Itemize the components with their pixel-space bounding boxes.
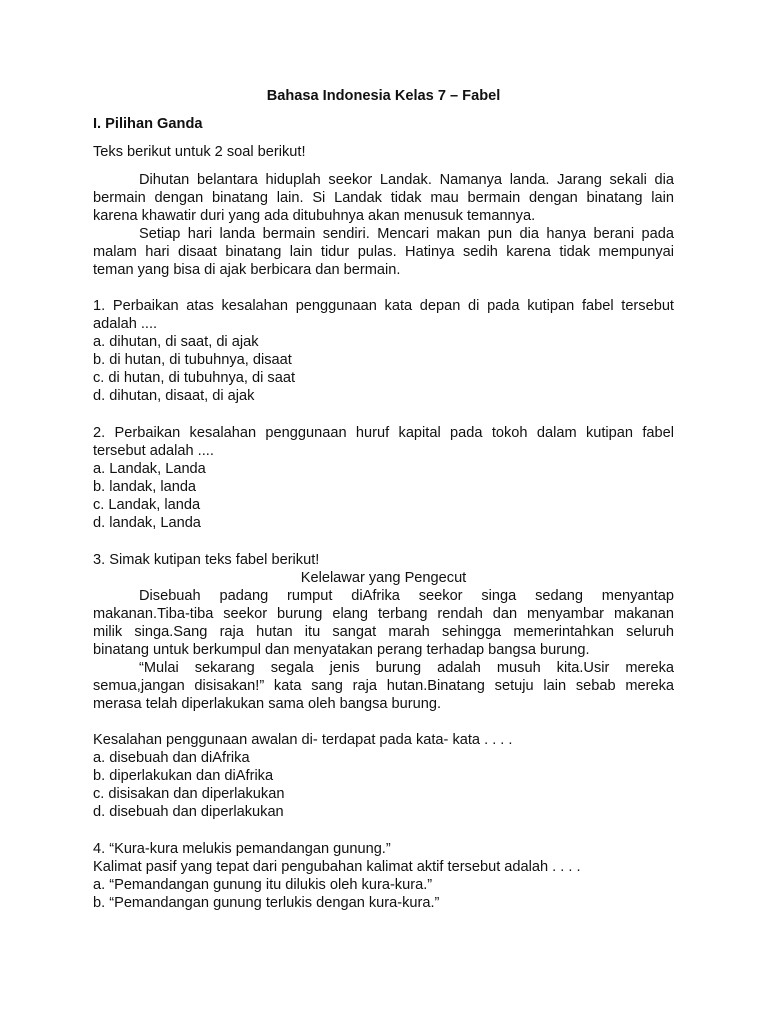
q1-option: b. di hutan, di tubuhnya, disaat — [93, 352, 292, 368]
q2-option: d. landak, Landa — [93, 515, 201, 531]
q3-story-line: Disebuah padang rumput diAfrika seekor singa sedang menyantap — [139, 588, 674, 604]
q3-option: d. disebuah dan diperlakukan — [93, 804, 284, 820]
q1-option: c. di hutan, di tubuhnya, di saat — [93, 370, 296, 386]
q3-option: c. disisakan dan diperlakukan — [93, 786, 285, 802]
q3-question: Kesalahan penggunaan awalan di- terdapat pada kata- kata . . . . — [93, 732, 513, 748]
q3-story-line: makanan.Tiba-tiba seekor burung elang terbang rendah dan menyambar makanan — [93, 606, 674, 622]
q4-quote: 4. “Kura-kura melukis pemandangan gunung.” — [93, 841, 391, 857]
passage1-line: malam hari disaat binatang lain tidur pulas. Hatinya sedih karena tidak mempunyai — [93, 244, 674, 260]
intro-text: Teks berikut untuk 2 soal berikut! — [93, 144, 306, 160]
passage1-line: teman yang bisa di ajak berbicara dan bermain. — [93, 262, 401, 278]
q2-option: b. landak, landa — [93, 479, 197, 495]
q3-story-title: Kelelawar yang Pengecut — [300, 570, 467, 586]
document-title: Bahasa Indonesia Kelas 7 – Fabel — [266, 88, 501, 104]
passage1-line: karena khawatir duri yang ada ditubuhnya akan menusuk temannya. — [93, 208, 536, 224]
q4-option: a. “Pemandangan gunung itu dilukis oleh kura-kura.” — [93, 877, 433, 893]
q4-option: b. “Pemandangan gunung terlukis dengan kura-kura.” — [93, 895, 440, 911]
q3-story-line: semua,jangan disisakan!” kata sang raja hutan.Binatang setuju lain sebab mereka — [93, 678, 674, 694]
q3-option: b. diperlakukan dan diAfrika — [93, 768, 274, 784]
q3-story-line: “Mulai sekarang segala jenis burung adalah musuh kita.Usir mereka — [139, 660, 674, 676]
passage1-line: Dihutan belantara hiduplah seekor Landak. Namanya landa. Jarang sekali dia — [139, 172, 674, 188]
q3-story-line: merasa telah diperlakukan sama oleh bangsa burung. — [93, 696, 442, 712]
q1-stem: adalah .... — [93, 316, 158, 332]
q2-option: a. Landak, Landa — [93, 461, 206, 477]
section-heading: I. Pilihan Ganda — [93, 116, 203, 132]
passage1-line: Setiap hari landa bermain sendiri. Mencari makan pun dia hanya berani pada — [139, 226, 674, 242]
q1-stem: 1. Perbaikan atas kesalahan penggunaan kata depan di pada kutipan fabel tersebut — [93, 298, 674, 314]
passage1-line: bermain dengan binatang lain. Si Landak tidak mau bermain dengan binatang lain — [93, 190, 674, 206]
q2-stem: tersebut adalah .... — [93, 443, 214, 459]
q2-option: c. Landak, landa — [93, 497, 201, 513]
q2-stem: 2. Perbaikan kesalahan penggunaan huruf kapital pada tokoh dalam kutipan fabel — [93, 425, 674, 441]
q3-story-line: binatang untuk berkumpul dan menyatakan perang terhadap bangsa burung. — [93, 642, 590, 658]
q1-option: a. dihutan, di saat, di ajak — [93, 334, 259, 350]
q3-story-line: milik singa.Sang raja hutan itu sangat marah sehingga memerintahkan seluruh — [93, 624, 674, 640]
q4-question: Kalimat pasif yang tepat dari pengubahan kalimat aktif tersebut adalah . . . . — [93, 859, 581, 875]
q3-option: a. disebuah dan diAfrika — [93, 750, 250, 766]
q3-stem: 3. Simak kutipan teks fabel berikut! — [93, 552, 320, 568]
q1-option: d. dihutan, disaat, di ajak — [93, 388, 255, 404]
